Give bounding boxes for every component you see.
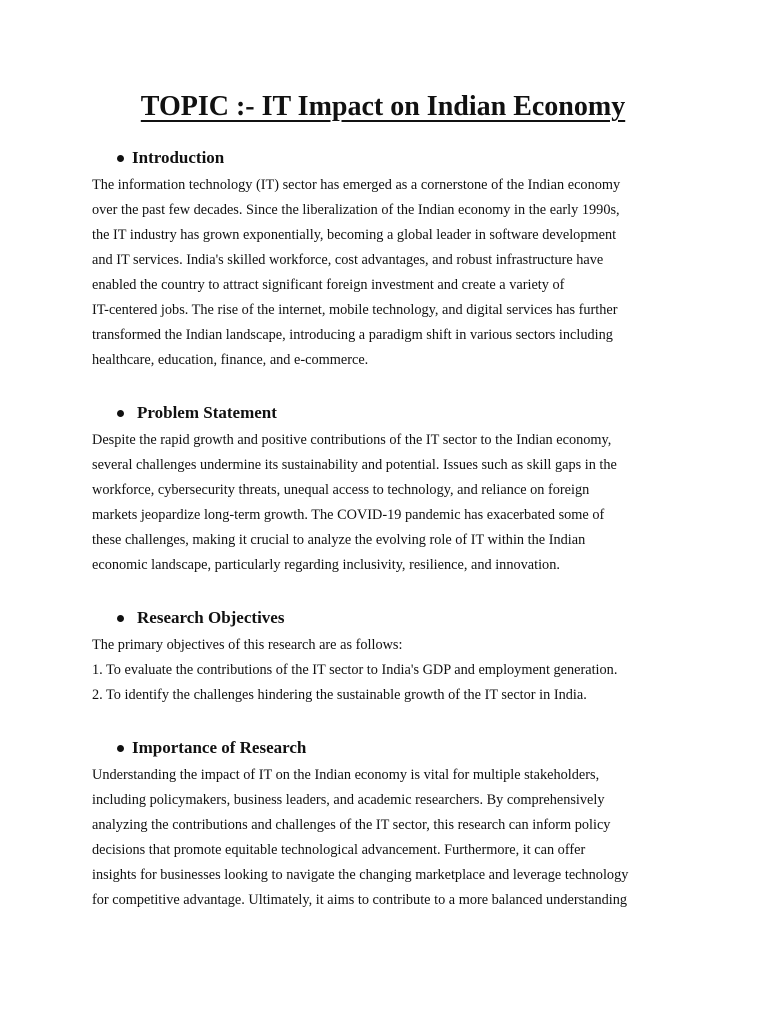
section-heading xyxy=(92,606,682,630)
text-line: healthcare, education, finance, and e-commerce. xyxy=(92,352,369,368)
text-line: these challenges, making it crucial to analyze the evolving role of IT within the Indian xyxy=(92,532,586,548)
text-line: The primary objectives of this research are as follows: xyxy=(92,637,403,653)
section-body xyxy=(92,633,682,708)
section-heading xyxy=(92,736,682,760)
bullet-icon xyxy=(117,155,124,162)
section-problem-statement xyxy=(92,401,682,578)
document-title-text: TOPIC :- IT Impact on Indian Economy xyxy=(140,91,626,122)
section-body xyxy=(92,428,682,578)
text-line: analyzing the contributions and challenges of the IT sector, this research can inform policy xyxy=(92,817,611,833)
list-item: 1. To evaluate the contributions of the IT sector to India's GDP and employment generation. xyxy=(92,662,618,678)
section-body xyxy=(92,173,682,373)
bullet-icon xyxy=(117,745,124,752)
section-heading xyxy=(92,401,682,425)
document-title xyxy=(0,88,766,126)
text-line: enabled the country to attract significant foreign investment and create a variety of xyxy=(92,277,565,293)
section-research-objectives xyxy=(92,606,682,708)
text-line: markets jeopardize long-term growth. The COVID-19 pandemic has exacerbated some of xyxy=(92,507,605,523)
text-line: decisions that promote equitable technological advancement. Furthermore, it can offer xyxy=(92,842,586,858)
text-line: over the past few decades. Since the liberalization of the Indian economy in the early 1990s, xyxy=(92,202,620,218)
text-line: several challenges undermine its sustainability and potential. Issues such as skill gaps in the xyxy=(92,457,617,473)
section-heading-text: Problem Statement xyxy=(137,403,277,422)
bullet-icon xyxy=(117,615,124,622)
text-line: transformed the Indian landscape, introducing a paradigm shift in various sectors including xyxy=(92,327,613,343)
text-line: workforce, cybersecurity threats, unequal access to technology, and reliance on foreign xyxy=(92,482,590,498)
section-introduction xyxy=(92,146,682,373)
text-line: including policymakers, business leaders, and academic researchers. By comprehensively xyxy=(92,792,605,808)
text-line: the IT industry has grown exponentially, becoming a global leader in software development xyxy=(92,227,617,243)
text-line: The information technology (IT) sector has emerged as a cornerstone of the Indian economy xyxy=(92,177,621,193)
text-line: and IT services. India's skilled workforce, cost advantages, and robust infrastructure have xyxy=(92,252,604,268)
section-importance-of-research xyxy=(92,736,682,913)
bullet-icon xyxy=(117,410,124,417)
section-heading-text: Research Objectives xyxy=(137,608,285,627)
section-heading-text: Introduction xyxy=(132,148,225,167)
text-line: economic landscape, particularly regarding inclusivity, resilience, and innovation. xyxy=(92,557,560,573)
text-line: for competitive advantage. Ultimately, it aims to contribute to a more balanced understanding xyxy=(92,892,628,908)
list-item: 2. To identify the challenges hindering the sustainable growth of the IT sector in India. xyxy=(92,687,587,703)
text-line: IT-centered jobs. The rise of the internet, mobile technology, and digital services has further xyxy=(92,302,618,318)
section-heading xyxy=(92,146,682,170)
section-heading-text: Importance of Research xyxy=(132,738,307,757)
section-body xyxy=(92,763,682,913)
text-line: insights for businesses looking to navigate the changing marketplace and leverage technology xyxy=(92,867,629,883)
text-line: Despite the rapid growth and positive contributions of the IT sector to the Indian economy, xyxy=(92,432,612,448)
text-line: Understanding the impact of IT on the Indian economy is vital for multiple stakeholders, xyxy=(92,767,600,783)
